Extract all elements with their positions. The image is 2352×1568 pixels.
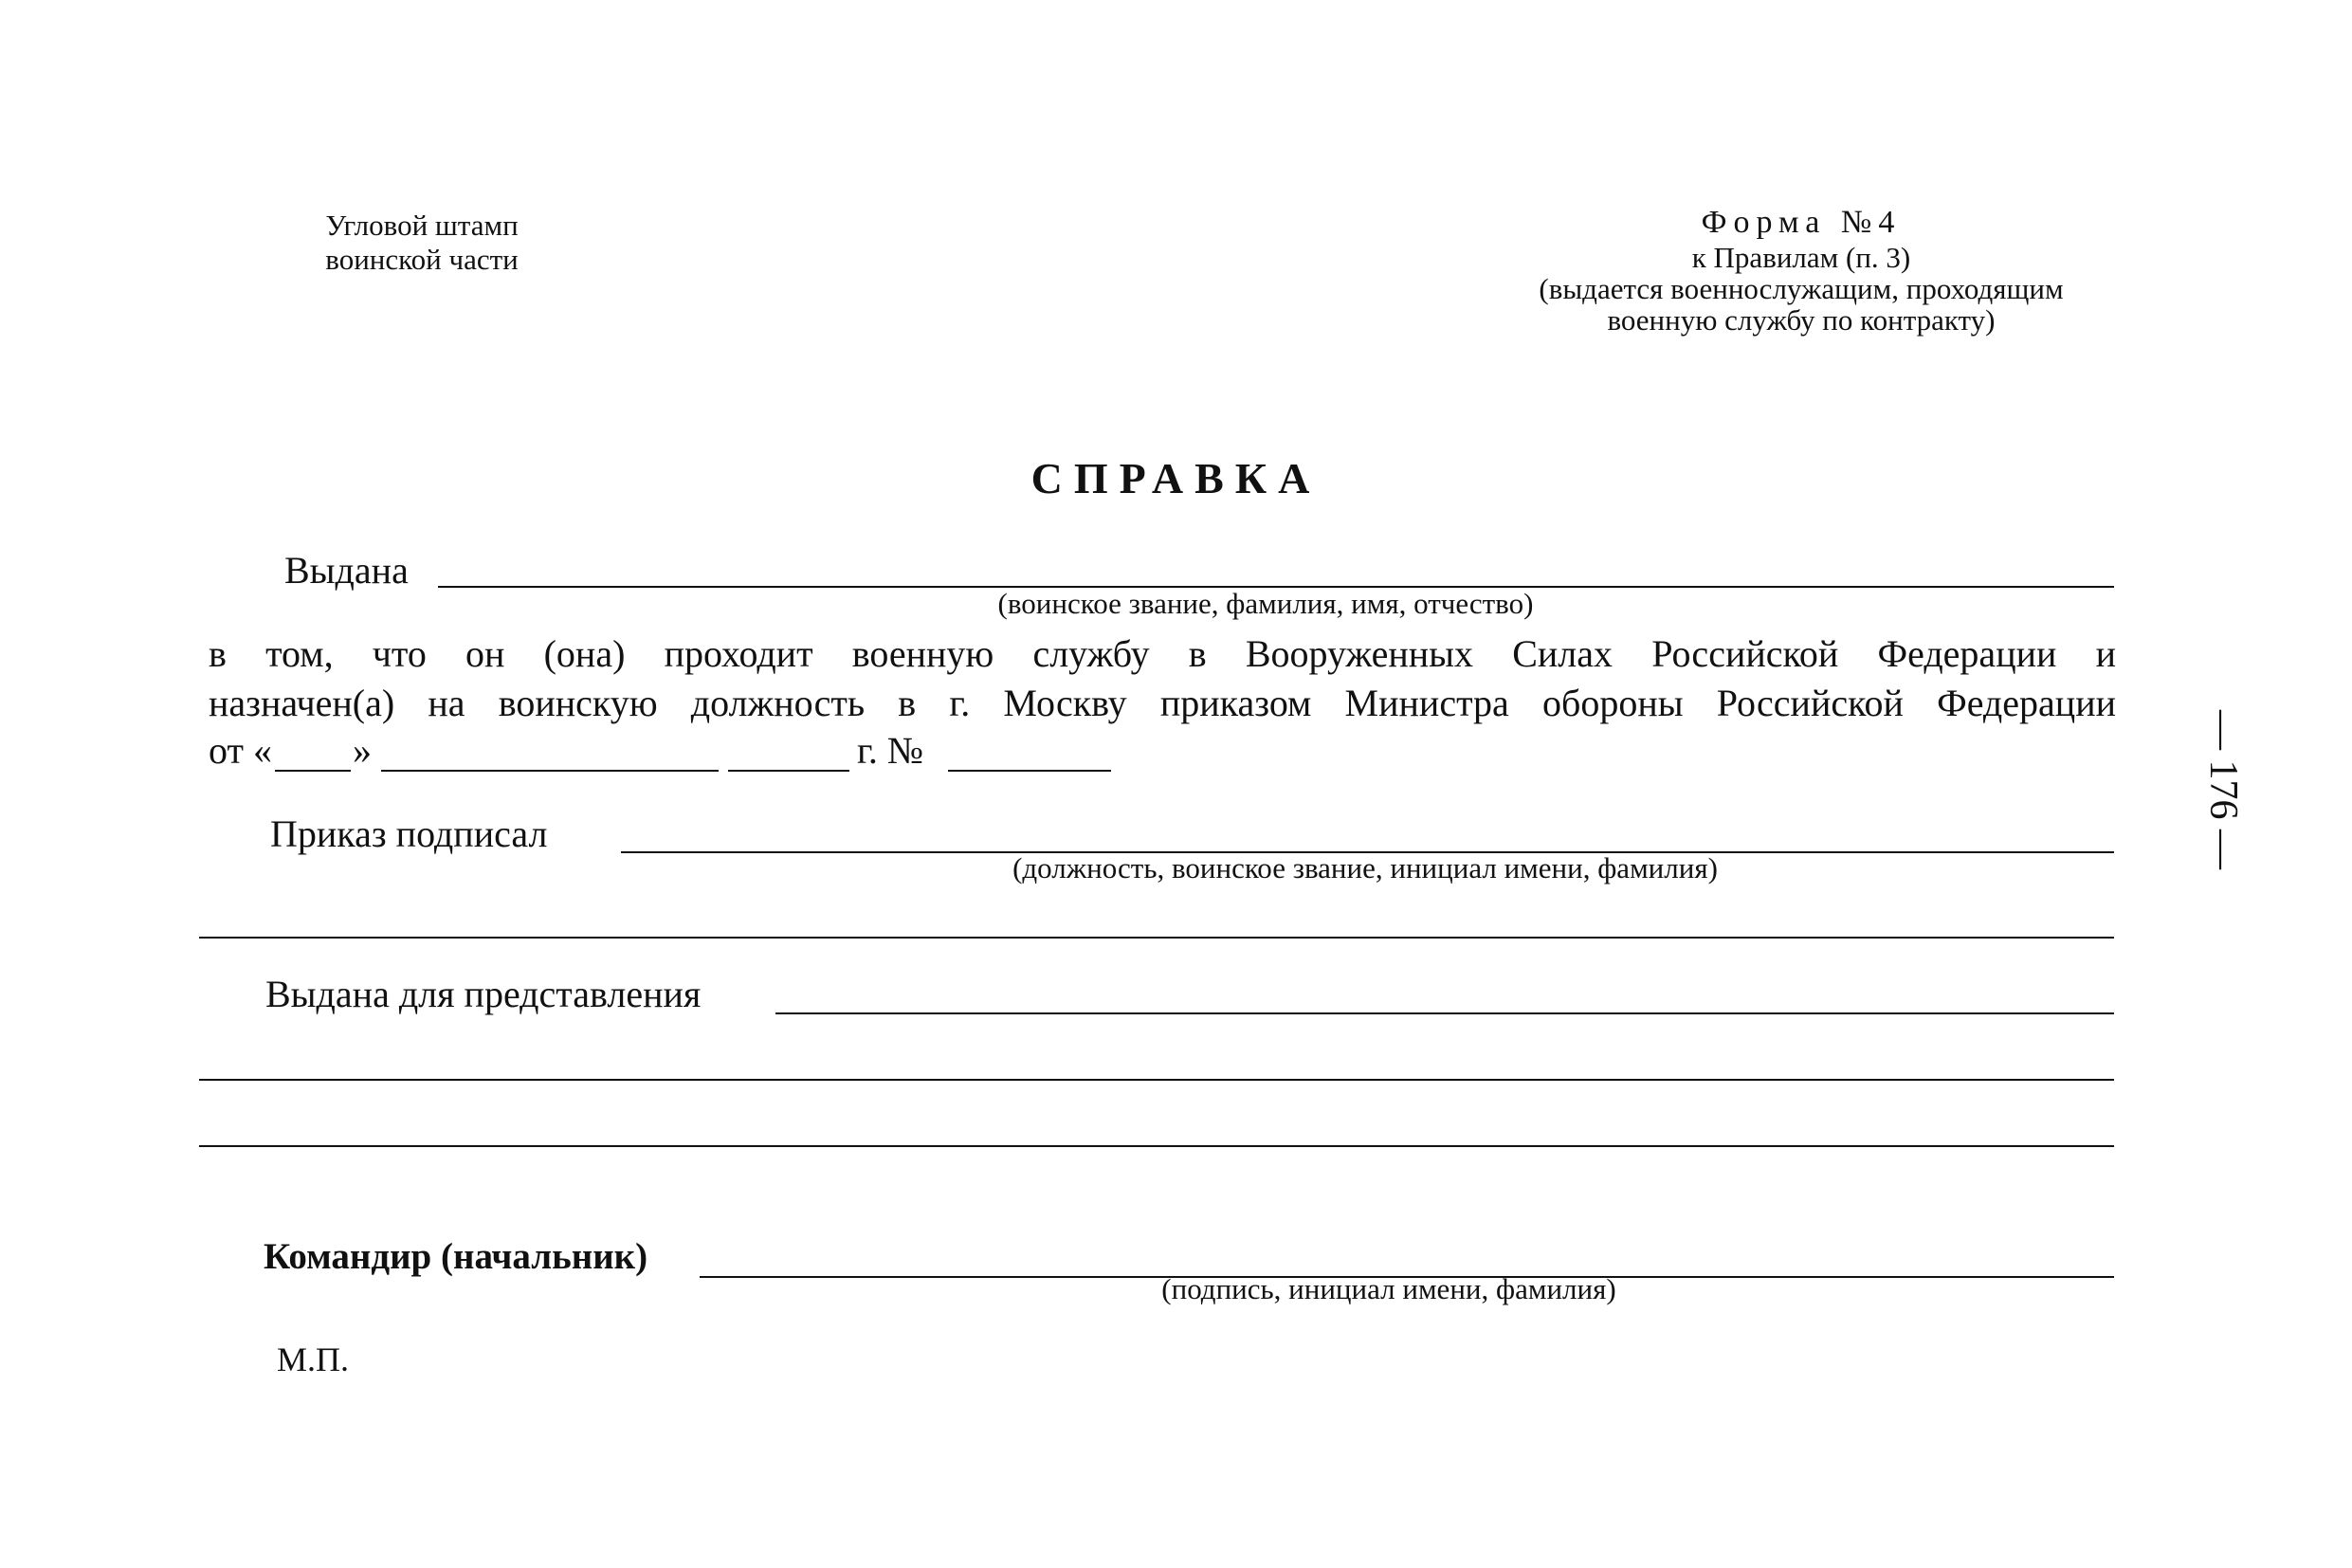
signed-by-caption: (должность, воинское звание, инициал имени, фамилия)	[1012, 851, 1718, 884]
presented-to-field-line[interactable]	[775, 1012, 2114, 1014]
form-header	[1460, 204, 2142, 336]
corner-stamp-label	[275, 209, 569, 277]
order-day-field-line[interactable]	[275, 770, 351, 772]
body-line-1: в том, что он (она) проходит военную службу в Вооруженных Силах Российской Федерации и	[209, 632, 2116, 675]
presented-to-continuation-line-1[interactable]	[199, 1079, 2114, 1081]
issued-label: Выдана	[284, 549, 409, 592]
order-from-label: от «	[209, 729, 272, 772]
page-number: — 176 —	[2201, 710, 2245, 869]
order-quote-close: »	[353, 729, 372, 772]
order-month-field-line[interactable]	[381, 770, 719, 772]
commander-label: Командир (начальник)	[264, 1236, 648, 1277]
form-header-note-2: военную службу по контракту)	[1607, 303, 1996, 337]
form-header-rules-ref: к Правилам (п. 3)	[1691, 241, 1911, 274]
order-number-field-line[interactable]	[948, 770, 1111, 772]
commander-caption: (подпись, инициал имени, фамилия)	[1161, 1272, 1616, 1305]
body-paragraph	[209, 629, 2116, 728]
form-number-title: Форма №4	[1701, 205, 1902, 240]
stamp-line-2: воинской части	[325, 243, 519, 276]
order-year-field-line[interactable]	[728, 770, 849, 772]
signed-by-label: Приказ подписал	[270, 812, 548, 855]
seal-place-label: М.П.	[277, 1340, 350, 1378]
issued-caption: (воинское звание, фамилия, имя, отчество)	[997, 587, 1534, 620]
presented-to-continuation-line-2[interactable]	[199, 1145, 2114, 1147]
stamp-line-1: Угловой штамп	[325, 209, 519, 242]
order-year-label: г. №	[857, 729, 924, 772]
form-header-note-1: (выдается военнослужащим, проходящим	[1539, 272, 2064, 305]
signed-by-continuation-line[interactable]	[199, 937, 2114, 939]
document-title: СПРАВКА	[1030, 454, 1322, 502]
presented-to-label: Выдана для представления	[265, 973, 702, 1015]
body-line-2: назначен(а) на воинскую должность в г. Москву приказом Министра обороны Российской Федерации	[209, 682, 2116, 724]
